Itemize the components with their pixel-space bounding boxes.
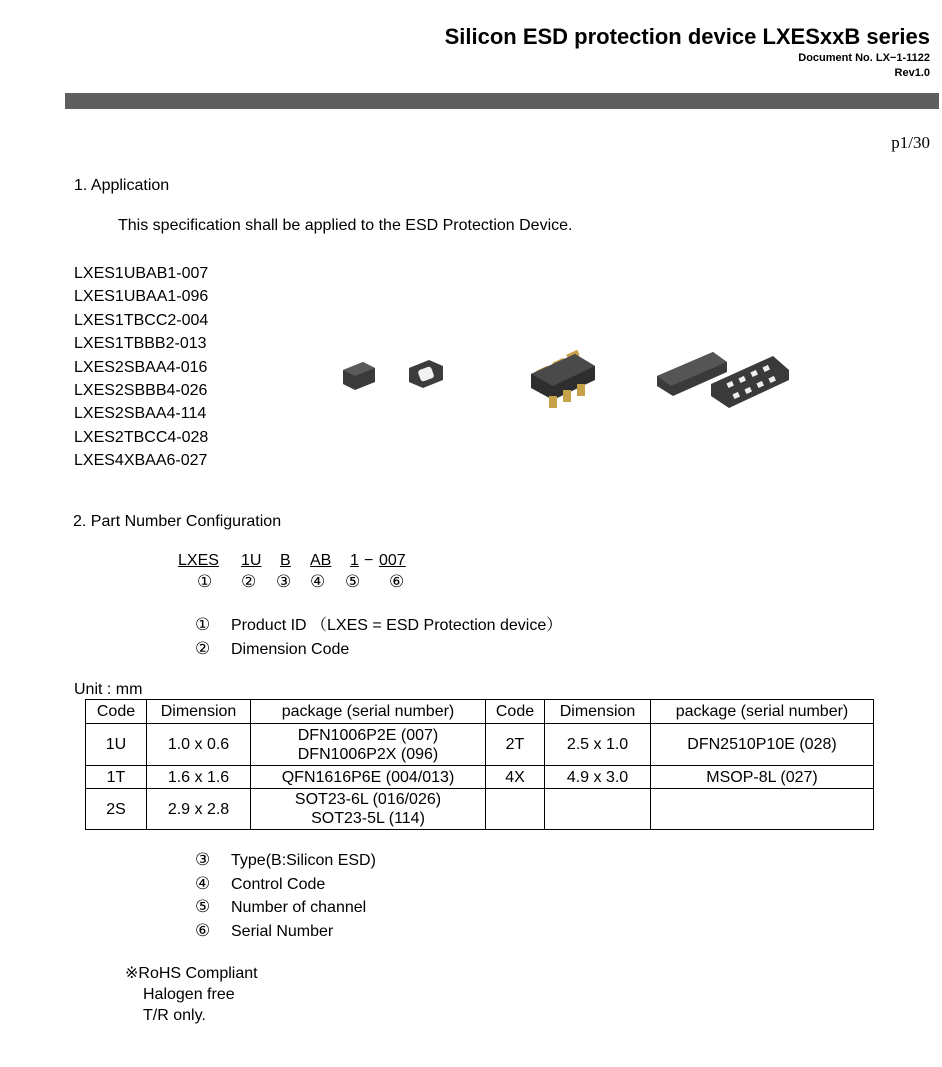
header-bar — [65, 93, 939, 109]
definition-number: ② — [195, 638, 211, 658]
code-cell: 1T — [86, 766, 147, 789]
pn-segment-product-id: LXES — [178, 552, 219, 569]
code-cell: 1U — [86, 724, 147, 766]
column-header: Code — [86, 700, 147, 724]
definition-number: ③ — [195, 850, 211, 869]
page-number: p1/30 — [891, 133, 930, 152]
unit-label: Unit : mm — [74, 681, 143, 698]
part-number-list — [74, 262, 208, 473]
dimension-cell: 4.9 x 3.0 — [545, 766, 651, 789]
column-header: Code — [486, 700, 545, 724]
package-line: DFN1006P2X (096) — [297, 745, 439, 763]
column-header: package (serial number) — [251, 700, 486, 724]
dimension-cell: 1.6 x 1.6 — [147, 766, 251, 789]
pn-segment-dimension: 1U — [241, 552, 262, 569]
compliance-notes — [125, 963, 258, 1026]
dfn1006-bottom-image — [409, 360, 443, 388]
definition-item — [195, 638, 562, 662]
package-cell — [251, 724, 486, 766]
definition-text: Serial Number — [231, 922, 334, 940]
part-number: LXES2SBAA4-016 — [74, 358, 208, 376]
definition-item — [195, 614, 562, 638]
package-cell — [251, 789, 486, 830]
part-number: LXES4XBAA6-027 — [74, 452, 208, 470]
sot23-package-image — [531, 350, 595, 408]
package-cell — [651, 789, 874, 830]
code-cell: 2S — [86, 789, 147, 830]
pn-marker: ⑤ — [345, 572, 361, 591]
pn-marker: ② — [241, 572, 257, 591]
note-rohs: ※RoHS Compliant — [125, 965, 258, 982]
definition-item — [195, 896, 376, 920]
note-packing: T/R only. — [143, 1007, 206, 1024]
table-row — [86, 789, 874, 830]
package-cell: DFN2510P10E (028) — [651, 724, 874, 766]
dimension-cell: 2.9 x 2.8 — [147, 789, 251, 830]
definition-text: Type(B:Silicon ESD) — [231, 852, 376, 869]
package-line: SOT23-5L (114) — [311, 810, 425, 827]
definition-text: Control Code — [231, 875, 326, 893]
dimension-cell — [545, 789, 651, 830]
pn-marker: ④ — [310, 572, 326, 591]
definition-text: Product ID （LXES = ESD Protection device） — [231, 617, 563, 634]
pn-segment-channel: 1 — [350, 552, 359, 569]
code-cell: 2T — [486, 724, 545, 766]
table-header-row — [86, 700, 874, 724]
definition-text: Number of channel — [231, 899, 367, 916]
column-header: Dimension — [545, 700, 651, 724]
pn-segment-serial: 007 — [379, 552, 406, 569]
definition-number: ① — [195, 615, 211, 634]
definition-number: ⑤ — [195, 897, 211, 916]
dimension-cell: 2.5 x 1.0 — [545, 724, 651, 766]
column-header: Dimension — [147, 700, 251, 724]
package-line: SOT23-6L (016/026) — [294, 791, 442, 808]
part-number: LXES1TBCC2-004 — [74, 311, 209, 329]
definition-number: ④ — [195, 873, 211, 893]
part-number-definitions-continued — [195, 849, 376, 943]
document-number: Document No. LX−1-1122 — [798, 52, 930, 64]
pn-segment-dash: − — [364, 552, 374, 569]
dfn1006-package-image — [343, 362, 375, 390]
column-header: package (serial number) — [651, 700, 874, 724]
pn-marker: ③ — [276, 572, 292, 591]
section-heading-part-number: 2. Part Number Configuration — [73, 513, 282, 530]
part-number: LXES1UBAB1-007 — [74, 265, 209, 282]
pn-segment-control: AB — [310, 552, 332, 569]
code-cell — [486, 789, 545, 830]
table-row — [86, 766, 874, 789]
document-title: Silicon ESD protection device LXESxxB series — [444, 24, 930, 49]
dimension-code-table — [85, 699, 874, 830]
code-cell: 4X — [486, 766, 545, 789]
definition-number: ⑥ — [195, 920, 211, 940]
revision: Rev1.0 — [894, 67, 930, 79]
part-number: LXES1TBBB2-013 — [74, 335, 207, 353]
definition-item — [195, 873, 376, 897]
definition-item — [195, 920, 376, 944]
part-number-definitions — [195, 614, 562, 661]
part-number: LXES2SBBB4-026 — [74, 382, 208, 400]
part-number: LXES1UBAA1-096 — [74, 288, 209, 306]
package-cell: MSOP-8L (027) — [651, 766, 874, 789]
application-text: This specification shall be applied to the ESD Protection Device. — [118, 217, 573, 234]
part-number: LXES2TBCC4-028 — [74, 428, 209, 446]
part-number: LXES2SBAA4-114 — [74, 405, 207, 423]
table-row — [86, 724, 874, 766]
note-halogen: Halogen free — [143, 986, 235, 1003]
definition-item — [195, 849, 376, 873]
pn-segment-type: B — [280, 552, 291, 569]
definition-text: Dimension Code — [231, 640, 350, 658]
pn-marker: ⑥ — [389, 572, 405, 591]
package-cell: QFN1616P6E (004/013) — [251, 766, 486, 789]
device-package-photos — [335, 340, 795, 420]
section-heading-application: 1. Application — [74, 177, 170, 194]
pn-marker: ① — [197, 572, 213, 591]
package-line: DFN1006P2E (007) — [297, 726, 439, 744]
dimension-cell: 1.0 x 0.6 — [147, 724, 251, 766]
